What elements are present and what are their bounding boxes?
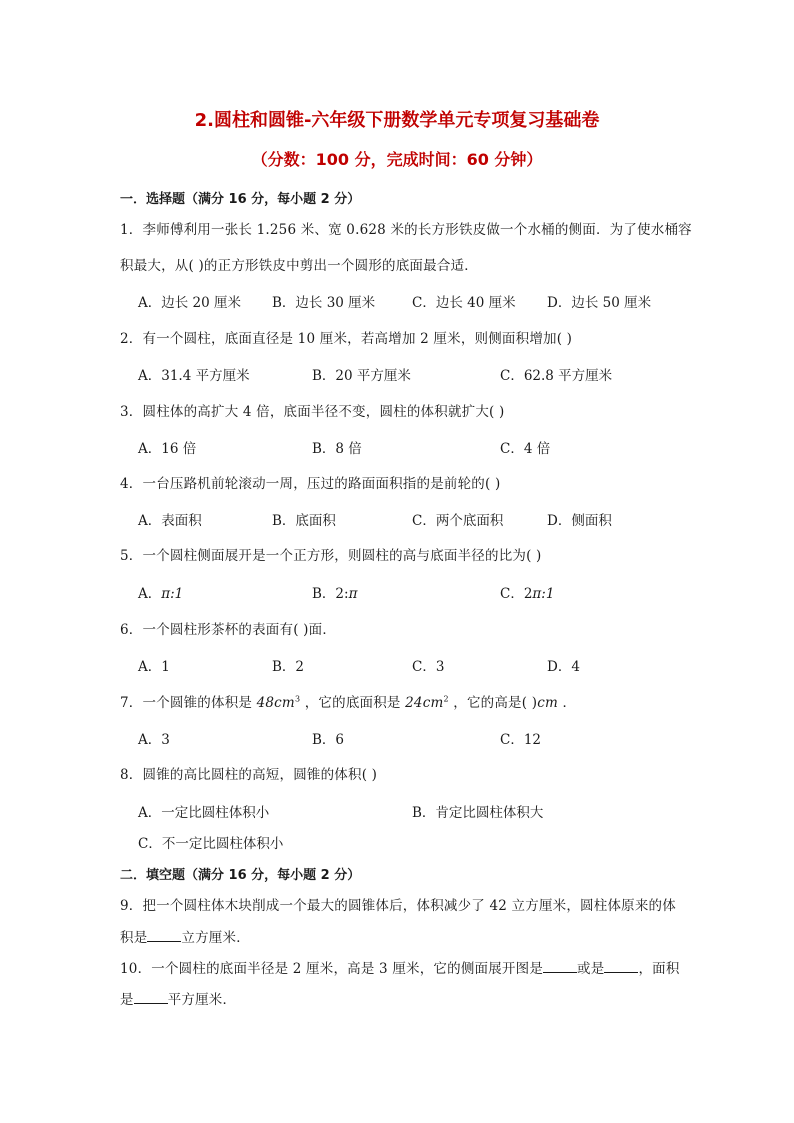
question-3-option-a: A．16 倍: [138, 441, 197, 457]
question-9-line1: 9．把一个圆柱体木块削成一个最大的圆锥体后，体积减少了 42 立方厘米，圆柱体原来的体: [120, 898, 676, 914]
question-4-option-c: C．两个底面积: [412, 513, 504, 529]
question-3-option-c: C．4 倍: [500, 441, 551, 457]
question-2-option-b: B．20 平方厘米: [312, 368, 411, 384]
question-10-line2: 是 平方厘米．: [120, 992, 237, 1008]
question-1-line2: 积最大，从( )的正方形铁皮中剪出一个圆形的底面最合适．: [120, 258, 478, 274]
question-4-option-a: A．表面积: [138, 513, 202, 529]
question-1-option-a: A．边长 20 厘米: [138, 295, 242, 311]
page-subtitle: （分数：100 分，完成时间：60 分钟）: [251, 150, 543, 169]
question-5-option-c: C．2π:1: [500, 586, 555, 602]
question-8: 8．圆锥的高比圆柱的高短，圆锥的体积( ): [120, 767, 378, 783]
question-3-option-b: B．8 倍: [312, 441, 362, 457]
question-5: 5．一个圆柱侧面展开是一个正方形，则圆柱的高与底面半径的比为( ): [120, 548, 542, 564]
section-heading-fill: 二．填空题（满分 16 分，每小题 2 分）: [120, 868, 361, 883]
question-1-option-c: C．边长 40 厘米: [412, 295, 516, 311]
question-5-option-a: A．π:1: [138, 586, 184, 602]
question-3: 3．圆柱体的高扩大 4 倍，底面半径不变，圆柱的体积就扩大( ): [120, 404, 505, 420]
question-6-option-d: D．4: [547, 659, 580, 675]
question-8-option-c: C．不一定比圆柱体积小: [138, 836, 284, 852]
question-6-option-c: C．3: [412, 659, 445, 675]
question-8-option-b: B．肯定比圆柱体积大: [412, 805, 544, 821]
question-4-option-d: D．侧面积: [547, 513, 612, 529]
question-8-option-a: A．一定比圆柱体积小: [138, 805, 270, 821]
question-6-option-b: B．2: [272, 659, 305, 675]
question-10-line1: 10．一个圆柱的底面半径是 2 厘米，高是 3 厘米，它的侧面展开图是 或是 ，面积: [120, 961, 680, 977]
question-5-option-b: B．2:π: [312, 586, 358, 602]
question-2: 2．有一个圆柱，底面直径是 10 厘米，若高增加 2 厘米，则侧面积增加( ): [120, 331, 573, 347]
question-9-line2: 积是 立方厘米．: [120, 930, 250, 946]
question-7-option-c: C．12: [500, 732, 542, 748]
answer-blank: [604, 960, 638, 973]
question-1-line1: 1．李师傅利用一张长 1.256 米、宽 0.628 米的长方形铁皮做一个水桶的侧面．为了使水桶容: [120, 222, 692, 238]
question-1-option-b: B．边长 30 厘米: [272, 295, 376, 311]
question-4: 4．一台压路机前轮滚动一周，压过的路面面积指的是前轮的( ): [120, 476, 501, 492]
section-heading-choice: 一．选择题（满分 16 分，每小题 2 分）: [120, 192, 361, 207]
question-7: 7．一个圆锥的体积是 $48cm^3$ ，它的底面积是 $24cm^2$ ，它的高是( )cm ．: [120, 694, 577, 711]
question-4-option-b: B．底面积: [272, 513, 336, 529]
answer-blank: [147, 929, 181, 942]
question-6: 6．一个圆柱形茶杯的表面有( )面．: [120, 622, 337, 638]
page-title: 2.圆柱和圆锥-六年级下册数学单元专项复习基础卷: [194, 110, 600, 131]
question-1-option-d: D．边长 50 厘米: [547, 295, 652, 311]
answer-blank: [543, 960, 577, 973]
question-2-option-a: A．31.4 平方厘米: [138, 368, 250, 384]
answer-blank: [134, 991, 168, 1004]
question-7-option-a: A．3: [138, 732, 170, 748]
question-7-option-b: B．6: [312, 732, 345, 748]
question-6-option-a: A．1: [138, 659, 170, 675]
question-2-option-c: C．62.8 平方厘米: [500, 368, 613, 384]
